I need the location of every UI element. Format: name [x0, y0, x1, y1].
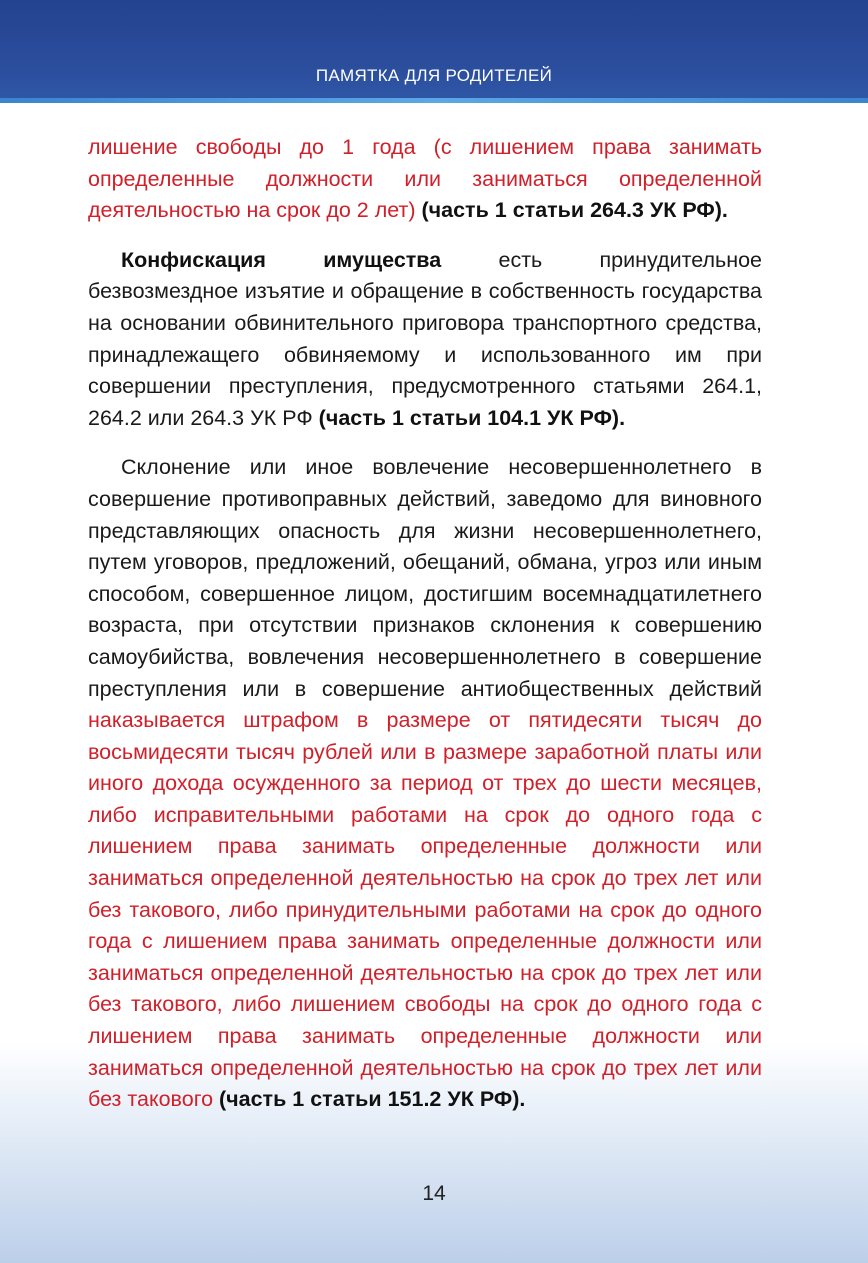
law-reference: (часть 1 статьи 264.3 УК РФ).: [421, 198, 728, 223]
header-bar: [0, 0, 868, 98]
law-reference: (часть 1 статьи 104.1 УК РФ).: [318, 405, 626, 430]
paragraph-2: [88, 245, 762, 435]
paragraph-text: Склонение или иное вовлечение несовершеннолетнего в совершение противоправных действий, заведомо для виновного представляющих опасность для жизни несовершеннолетнего, путем уговоров, предложений, обещаний, обмана, угроз или иным способом, совершенное лицом, достигшим восемнадцатилетнего возраста, при отсутствии признаков склонения к совершению самоубийства, вовлечения несовершеннолетнего в совершение преступления или в совершение антиобщественных действий: [88, 455, 762, 701]
defined-term: Конфискация имущества: [121, 247, 442, 272]
paragraph-3: [88, 452, 762, 1115]
penalty-text: лишение свободы до 1 года (с лишением права занимать определенные должности или заниматься определенной деятельностью на срок до 2 лет): [88, 135, 762, 223]
penalty-text: наказывается штрафом в размере от пятидесяти тысяч до восьмидесяти тысяч рублей или в размере заработной платы или иного дохода осужденного за период от трех до шести месяцев, либо исправительными работами на срок до одного года с лишением права занимать определенные должности или заниматься определенной деятельностью на срок до трех лет или без такового, либо принудительными работами на срок до одного года с лишением права занимать определенные должности или заниматься определенной деятельностью на срок до трех лет или без такового, либо лишением свободы на срок до одного года с лишением права занимать определенные должности или заниматься определенной деятельностью на срок до трех лет или без такового: [88, 708, 762, 1112]
header-stripe: [0, 98, 868, 103]
paragraph-1: [88, 132, 762, 227]
header-title: ПАМЯТКА ДЛЯ РОДИТЕЛЕЙ: [315, 66, 553, 85]
paragraph-text: есть принудительное безвозмездное изъятие и обращение в собственность государства на основании обвинительного приговора транспортного средства, принадлежащего обвиняемому и использованного им при совершении преступления, предусмотренного статьями 264.1, 264.2 или 264.3 УК РФ: [88, 247, 762, 430]
page-number: 14: [422, 1182, 446, 1205]
law-reference: (часть 1 статьи 151.2 УК РФ).: [219, 1087, 526, 1112]
page-body: [88, 132, 762, 1134]
